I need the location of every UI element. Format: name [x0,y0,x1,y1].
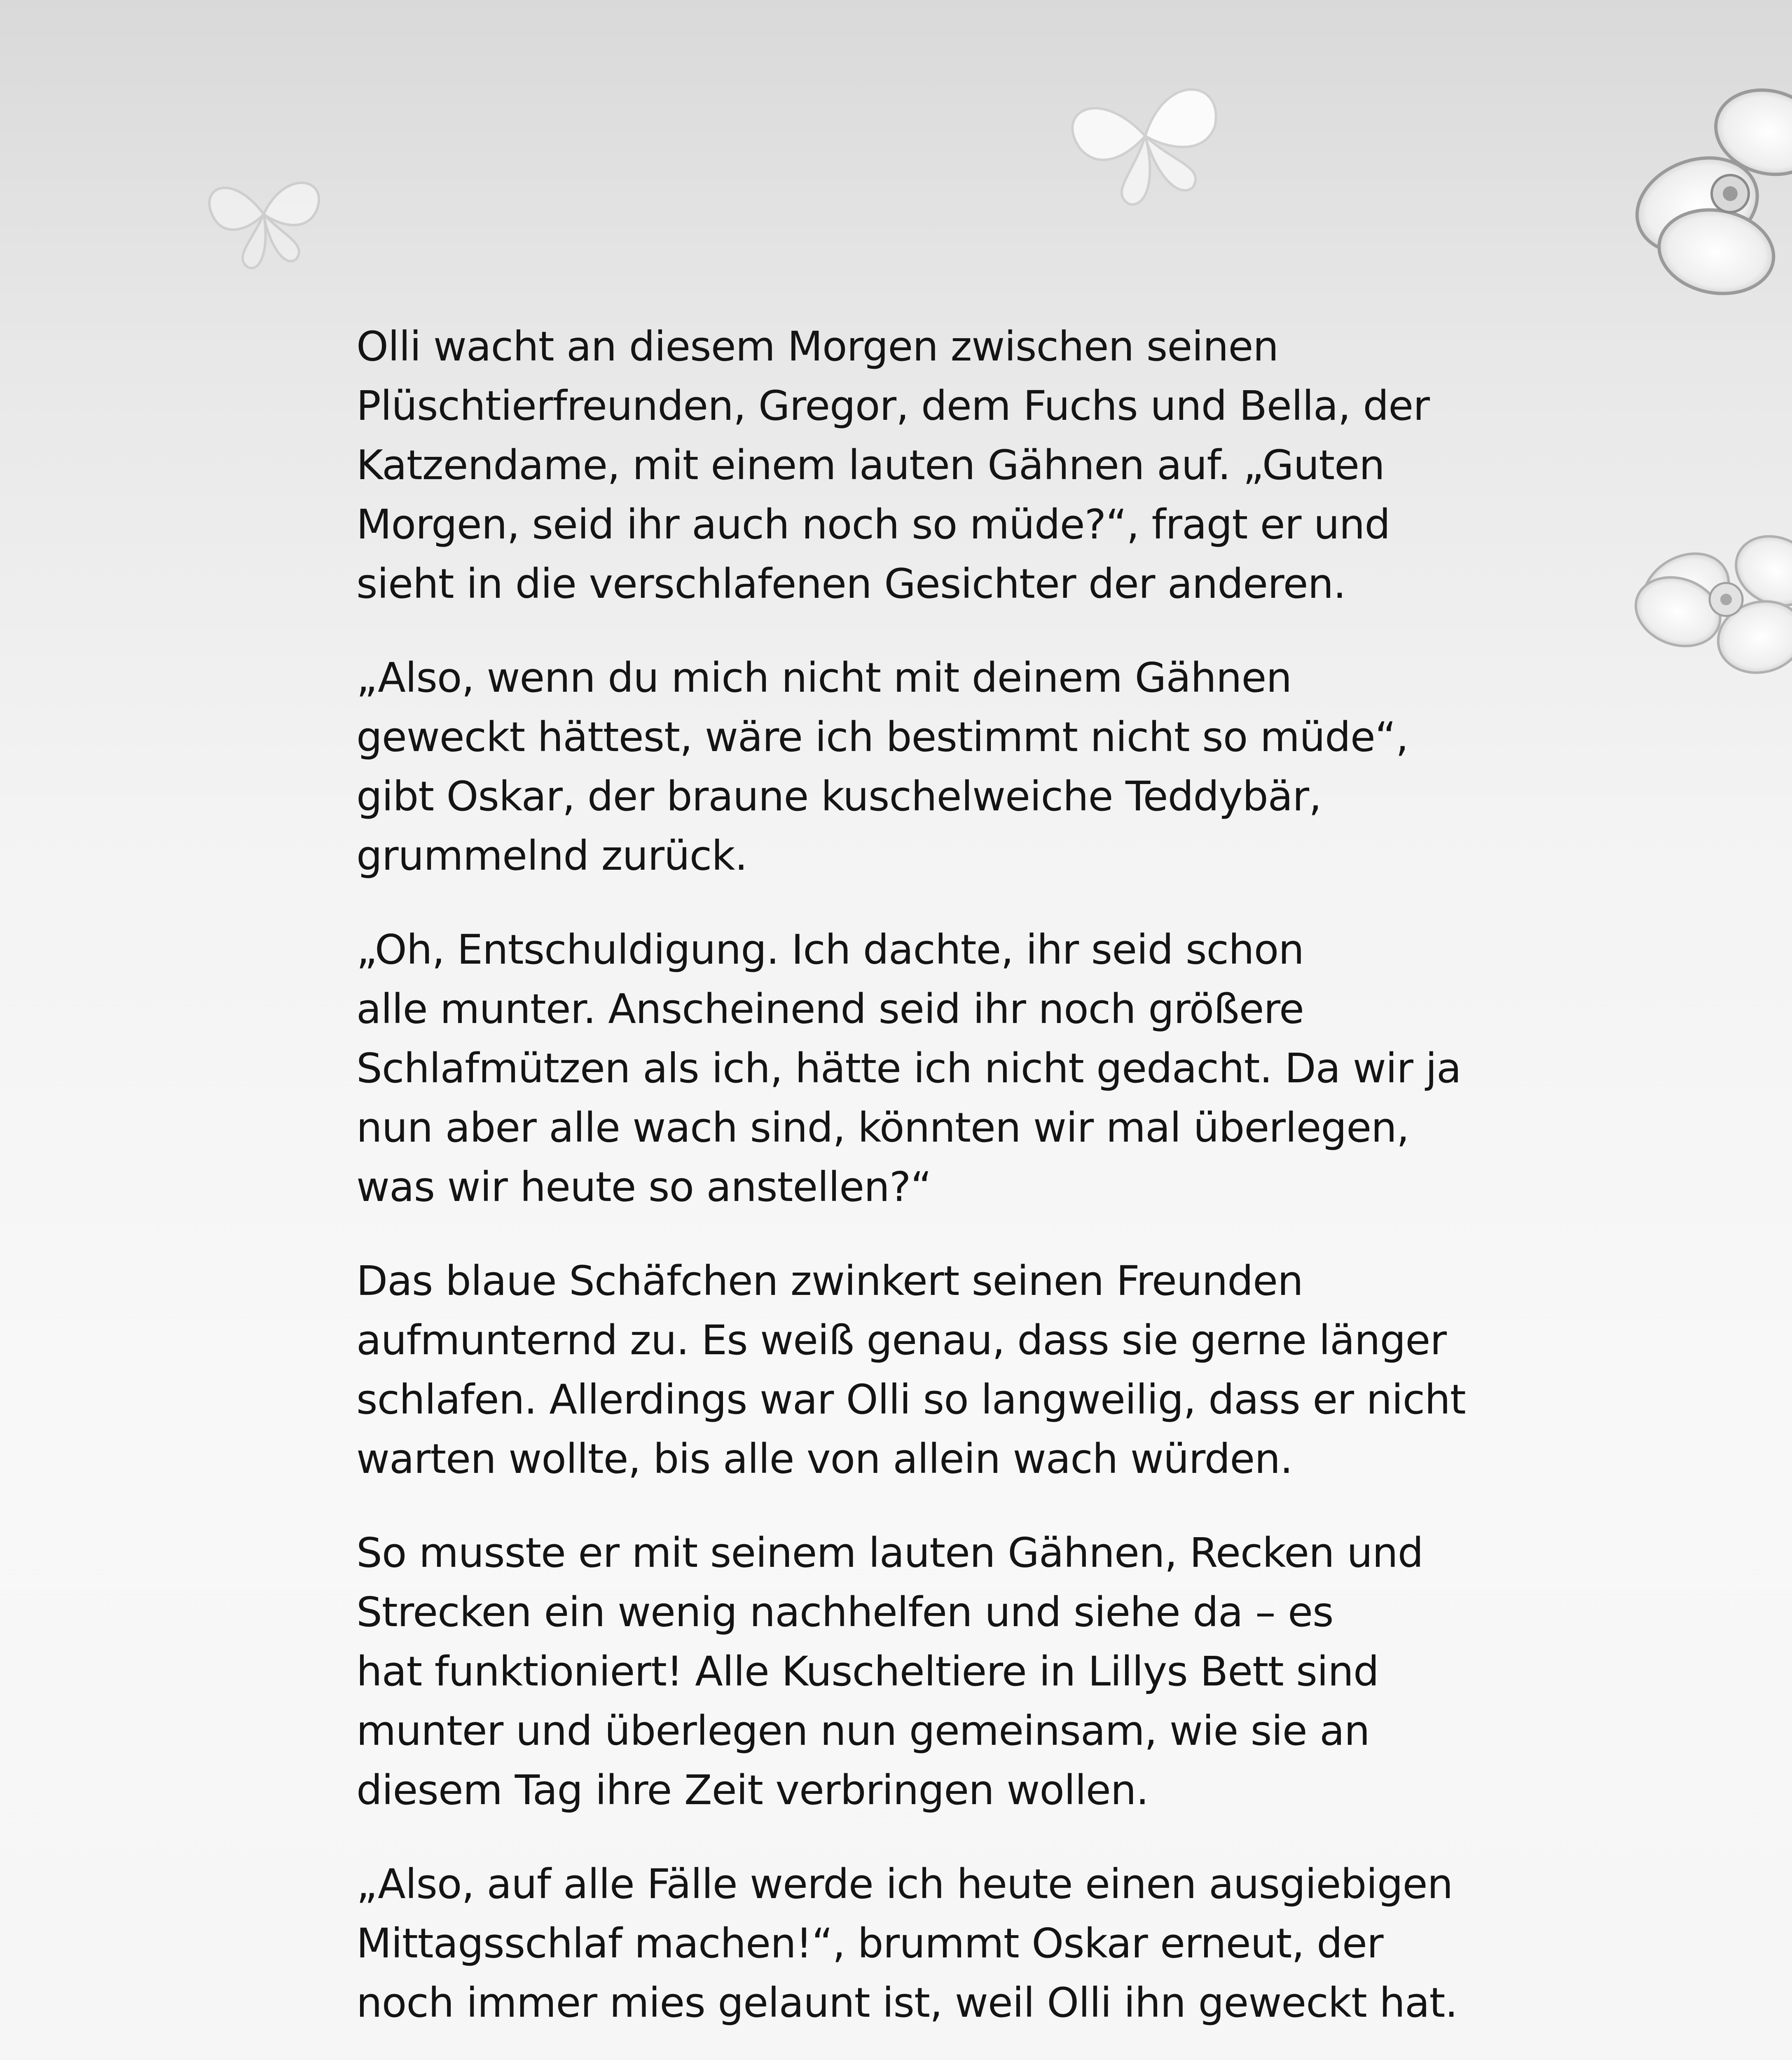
text-line: So musste er mit seinem lauten Gähnen, Recken und [356,1529,1423,1577]
text-line: hat funktioniert! Alle Kuscheltiere in Lillys Bett sind [356,1648,1379,1695]
story-paragraph [356,648,1543,886]
text-line: Katzendame, mit einem lauten Gähnen auf. „Guten [356,442,1385,489]
text-line: aufmunternd zu. Es weiß genau, dass sie gerne länger [356,1317,1447,1364]
butterfly-icon [207,172,329,274]
story-paragraph [356,920,1543,1217]
butterfly-icon [1068,77,1234,215]
text-line: Olli wacht an diesem Morgen zwischen seinen [356,323,1279,370]
text-line: Das blaue Schäfchen zwinkert seinen Freunden [356,1257,1303,1305]
text-line: sieht in die verschlafenen Gesichter der anderen. [356,560,1346,608]
text-line: Strecken ein wenig nachhelfen und siehe da – es [356,1589,1333,1636]
text-line: schlafen. Allerdings war Olli so langweilig, dass er nicht [356,1376,1466,1423]
text-line: noch immer mies gelaunt ist, weil Olli ihn geweckt hat. [356,1979,1457,2027]
text-line: „Oh, Entschuldigung. Ich dachte, ihr seid schon [356,926,1304,974]
text-line: gibt Oskar, der braune kuschelweiche Teddybär, [356,773,1322,820]
text-line: was wir heute so anstellen?“ [356,1163,931,1211]
text-line: geweckt hättest, wäre ich bestimmt nicht so müde“, [356,714,1408,761]
text-line: alle munter. Anscheinend seid ihr noch größere [356,986,1304,1033]
text-line: warten wollte, bis alle von allein wach würden. [356,1435,1293,1483]
text-line: nun aber alle wach sind, könnten wir mal überlegen, [356,1104,1409,1152]
text-line: Morgen, seid ihr auch noch so müde?“, fragt er und [356,501,1390,548]
text-line: diesem Tag ihre Zeit verbringen wollen. [356,1767,1149,1814]
text-line: Schlafmützen als ich, hätte ich nicht gedacht. Da wir ja [356,1045,1461,1092]
text-line: „Also, wenn du mich nicht mit deinem Gähnen [356,654,1292,702]
text-line: Plüschtierfreunden, Gregor, dem Fuchs und Bella, der [356,382,1429,430]
story-text [356,317,1543,2060]
text-line: grummelnd zurück. [356,832,748,880]
flower-icon [1626,524,1792,682]
story-paragraph [356,1524,1543,1820]
text-line: „Also, auf alle Fälle werde ich heute einen ausgiebigen [356,1861,1453,1908]
story-paragraph [356,1252,1543,1489]
text-line: Mittagsschlaf machen!“, brummt Oskar erneut, der [356,1920,1383,1967]
text-line: munter und überlegen nun gemeinsam, wie sie an [356,1707,1370,1755]
flower-icon [1624,79,1792,302]
story-paragraph [356,317,1543,614]
story-paragraph [356,1855,1543,2033]
